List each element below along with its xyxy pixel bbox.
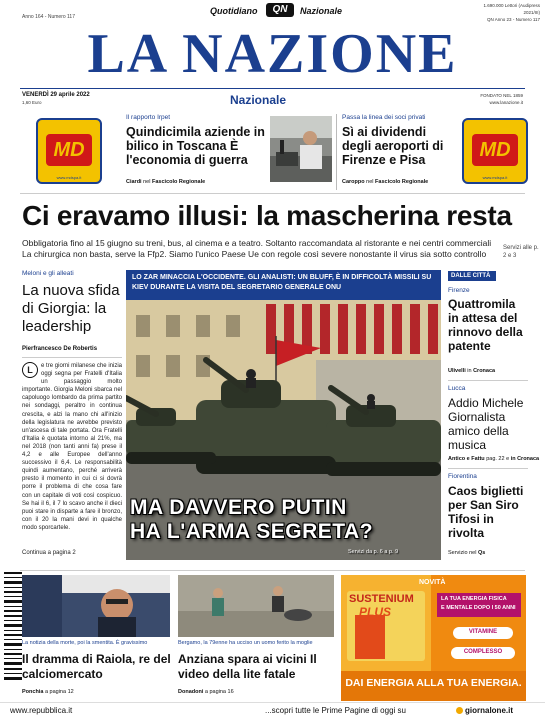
photo-servizi: Servizi da p. 6 a p. 9 — [348, 549, 399, 555]
issue-price: 1,60 Euro — [22, 100, 42, 105]
teaser-1-mid: nel — [143, 179, 151, 185]
right-1-kicker: Firenze — [448, 287, 470, 294]
qn-issue-line: QN Anno 23 - Numero 117 — [487, 17, 540, 22]
lead-servizi: Servizi alle p. 2 e 3 — [503, 245, 539, 259]
issue-number: Anno 164 - Numero 117 — [22, 14, 75, 20]
ad-complesso: COMPLESSO — [463, 649, 503, 655]
left-kicker: Meloni e gli alleati — [22, 270, 74, 277]
teaser-1-author: Ciardi — [126, 179, 142, 185]
ad-claim — [441, 595, 521, 613]
nazionale-label: Nazionale — [300, 6, 343, 16]
teaser-2-title[interactable]: Sì ai dividendi degli aeroporti di Firenze e Pisa — [342, 125, 444, 167]
left-author: Pierfrancesco De Robertis — [22, 346, 98, 352]
left-continue[interactable]: Continua a pagina 2 — [22, 550, 76, 556]
readers-line: 1.690.000 Lettori (Audipress 2021/III) — [483, 3, 540, 15]
ad-plus: PLUS — [359, 605, 392, 619]
qn-logo: QN — [266, 3, 294, 17]
footer-repubblica-link[interactable]: www.repubblica.it — [10, 706, 73, 715]
ad-claim-1: LA TUA ENERGIA FISICA — [441, 596, 507, 602]
md-logo: MD — [46, 134, 92, 166]
teaser-2-section: Fascicolo Regionale — [375, 179, 429, 185]
right-3-kicker: Fiorentina — [448, 473, 477, 480]
right-3-section: Qs — [477, 550, 486, 556]
ad-vitamine: VITAMINE — [468, 629, 498, 635]
lead-subhead: Obbligatoria fino al 15 giugno su treni, bus, al cinema e a teatro. Soltanto raccomandata al ristorante e nei centri commerciali La chirurgica non basta, serve la Ffp2. Siamo l'unico Paese Ue con regole così severe nonostante il virus sia sotto controllo — [22, 238, 492, 259]
md-ad-right[interactable] — [462, 118, 528, 184]
ad-tagline: DAI ENERGIA ALLA TUA ENERGIA. — [345, 677, 522, 689]
photo-kicker: LO ZAR MINACCIA L'OCCIDENTE. GLI ANALISTI: UN BLUFF, È IN DIFFICOLTÀ MISSILI SU KIEV DURANTE LA VISITA DEL SEGRETARIO GENERALE ONU — [132, 274, 432, 291]
teaser-2-author: Caroppo — [342, 179, 365, 185]
bottom-1-foot — [22, 689, 74, 695]
footer-giornalone-link[interactable]: giornalone.it — [465, 706, 513, 715]
left-title[interactable]: La nuova sfida di Giorgia: la leadership — [22, 282, 120, 335]
right-1-section: Cronaca — [473, 368, 496, 374]
bottom-rule — [20, 570, 525, 571]
sustenium-ad[interactable] — [341, 575, 526, 701]
right-2-kicker: Lucca — [448, 385, 466, 392]
bottom-2-author: Donadoni — [178, 689, 204, 695]
right-2-title[interactable]: Addio Michele Giornalista amico della musica — [448, 396, 524, 452]
ad-claim-2: E MENTALE DOPO I 50 ANNI — [441, 605, 516, 611]
bottom-2-page: a pagina 16 — [204, 689, 234, 695]
masthead-rule — [20, 88, 525, 89]
photo-title-line-2: HA L'ARMA SEGRETA? — [130, 520, 374, 543]
dalle-citta-label: DALLE CITTÀ — [448, 271, 496, 281]
issue-date: VENERDÌ 29 aprile 2022 — [22, 92, 90, 98]
bottom-2-kicker: Bergamo, la 79enne ha ucciso un uomo ferito la moglie — [178, 640, 313, 646]
edition-label: Nazionale — [230, 93, 287, 107]
md-logo: MD — [472, 134, 518, 166]
photo-title-line-1: MA DAVVERO PUTIN — [130, 496, 347, 519]
teaser-1-title[interactable]: Quindicimila aziende in bilico in Toscana È l'economia di guerra — [126, 125, 265, 167]
barcode — [4, 568, 22, 688]
giornalone-icon — [456, 707, 463, 714]
site-line: www.lanazione.it — [489, 100, 523, 105]
teaser-1-foot — [126, 179, 205, 185]
md-ad-left[interactable] — [36, 118, 102, 184]
left-rule — [22, 357, 122, 358]
right-2-mid: pag. 22 e — [486, 456, 510, 462]
left-body-text: e tre giorni milanese che inizia oggi segna per Fratelli d'Italia un passaggio molto importante. Giorgia Meloni sbarca nel capoluogo lombardo da prima partito nei sondaggi, peraltro in continua crescita, e alzi la mano chi all'inizio della legislatura ne avrebbe previsto un'ascesa di tale portata. Ora Fratelli d'Italia è quotata intorno al 21%, ma nel 2018 (non tanti anni fa) prese il 4,2 e alle Europee dell'anno successivo il 6,4. Le responsabilità quindi aumentano, perché arriverà presto il momento in cui ci si dovrà porre il problema di che cosa fare con un capitale di voti così cospicuo. Se hai il 6, il 7 lo scavo anche il dieci puoi stare in disparte a fare il bronzo, con il 20 la mani devi in qualche modo sporcartele. — [22, 363, 122, 531]
quotidiano-label: Quotidiano — [210, 6, 258, 16]
right-1-author: Ulivelli — [448, 368, 466, 374]
right-3-author: Servizio nel — [448, 550, 477, 556]
bottom-1-page: a pagina 12 — [44, 689, 74, 695]
right-2-author: Antico e Fattu — [448, 456, 485, 462]
md-url: www.mdspa.it — [56, 175, 82, 180]
section-rule — [20, 193, 525, 194]
lead-headline[interactable]: Ci eravamo illusi: la mascherina resta — [22, 200, 512, 231]
right-2-section: in Cronaca — [510, 456, 540, 462]
masthead-title: LA NAZIONE — [87, 23, 458, 85]
right-1-foot — [448, 368, 495, 374]
bottom-1-kicker: La notizia della morte, poi la smentita. È gravissimo — [22, 640, 148, 646]
ad-novita: NOVITÀ — [419, 579, 446, 586]
right-1-title[interactable]: Quattromila in attesa del rinnovo della patente — [448, 297, 523, 353]
ad-brand: SUSTENIUM — [349, 593, 414, 605]
bottom-2-foot — [178, 689, 234, 695]
right-rule — [448, 468, 528, 469]
teaser-2-foot — [342, 179, 428, 185]
photo-title[interactable] — [130, 496, 440, 544]
footer-promo: ...scopri tutte le Prime Pagine di oggi su — [265, 706, 406, 715]
teaser-2-mid: nel — [366, 179, 374, 185]
teaser-2-kicker: Passa la linea dei soci privati — [342, 114, 426, 121]
right-2-foot — [448, 456, 539, 462]
founded-line: FONDATO NEL 1859 — [480, 93, 523, 98]
bottom-2-title[interactable]: Anziana spara ai vicini Il video della lite fatale — [178, 652, 317, 681]
teaser-divider — [336, 114, 337, 190]
left-body — [22, 362, 122, 532]
teaser-1-kicker: Il rapporto Irpet — [126, 114, 171, 121]
teaser-1-section: Fascicolo Regionale — [152, 179, 206, 185]
bottom-1-author: Ponchia — [22, 689, 44, 695]
founded-info — [450, 92, 523, 106]
teaser-1-photo — [270, 116, 332, 182]
right-3-title[interactable]: Caos biglietti per San Siro Tifosi in rivolta — [448, 484, 524, 540]
right-1-mid: in — [467, 368, 472, 374]
right-3-foot — [448, 550, 485, 556]
right-rule — [448, 380, 528, 381]
dropcap: L — [22, 362, 38, 378]
raiola-photo — [22, 575, 170, 637]
readers-info — [470, 2, 540, 23]
bottom-1-title[interactable]: Il dramma di Raiola, re del calciomercato — [22, 652, 171, 681]
md-url: www.mdspa.it — [482, 175, 508, 180]
shooting-photo — [178, 575, 334, 637]
